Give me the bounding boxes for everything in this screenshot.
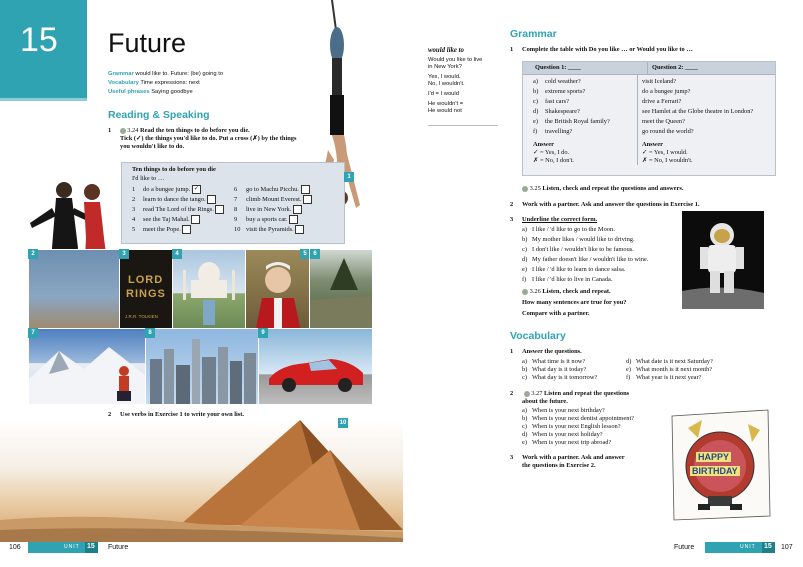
item-letter: c) (522, 246, 527, 253)
item-number: 1 (132, 185, 136, 193)
vocabulary-heading: Vocabulary (510, 330, 566, 342)
answer-yes: ✓ = Yes, I do. (533, 149, 570, 156)
item-letter: b) (522, 415, 528, 422)
item-letter: d) (522, 431, 528, 438)
left-footer-unit-label: UNIT (64, 544, 80, 550)
item-letter: c) (522, 423, 527, 430)
exercise-item (522, 366, 626, 374)
vocab-label: Vocabulary (108, 80, 139, 86)
exercise-item (626, 366, 713, 374)
box-subtitle: I'd like to … (132, 175, 165, 182)
photo-badge-9: 9 (258, 328, 268, 338)
item-text: I like / 'd like to go to the Moon. (532, 226, 615, 233)
audio-text: Listen, check and repeat the questions and answers. (542, 185, 684, 192)
card-happy: HAPPY (698, 452, 730, 462)
table-body (523, 75, 775, 165)
item-text: What time is it now? (532, 358, 586, 365)
item-text: live in New York. (246, 205, 292, 213)
book-title-lord: LORD (128, 274, 164, 286)
list-item (234, 215, 342, 225)
row-q1: travelling? (545, 128, 573, 135)
exercise-1-line2: Tick (✓) the things you'd like to do. Put a cross (✗) by the things (120, 135, 297, 142)
list-item (132, 185, 240, 195)
answer-no: ✗ = No, I don't. (533, 157, 574, 164)
astronaut-image (682, 211, 764, 309)
everest-climber-image (28, 328, 146, 405)
new-york-skyline (146, 329, 258, 404)
audio-track: 3.24 (127, 127, 139, 134)
exercise-item (522, 407, 670, 415)
exercise-number: 1 (108, 127, 112, 134)
sidebar-divider (428, 125, 498, 126)
item-letter: d) (626, 358, 632, 365)
item-text: go to Machu Picchu. (246, 185, 299, 193)
item-number: 9 (234, 215, 238, 223)
exercise-3-audio (522, 288, 690, 296)
exercise-item (626, 358, 713, 366)
sidebar-line: He wouldn't = (428, 101, 464, 107)
exercise-number: 3 (510, 454, 514, 461)
vocab-1-heading: Answer the questions. (522, 348, 582, 355)
exercise-item (522, 358, 626, 366)
everest-drawing (29, 329, 145, 404)
exercise-number: 1 (510, 46, 514, 53)
exercise-3-question: How many sentences are true for you? (522, 299, 627, 306)
item-text: When is your next holiday? (532, 431, 603, 438)
photo-badge-2: 2 (28, 249, 38, 259)
answer-yes: ✓ = Yes, I would. (642, 149, 688, 156)
checkbox[interactable] (182, 225, 191, 234)
item-number: 10 (234, 225, 241, 233)
table-col-q2 (638, 75, 753, 165)
item-letter: b) (522, 366, 528, 373)
row-q1: cold weather? (545, 78, 581, 85)
checkbox[interactable]: ✓ (193, 186, 199, 192)
checkbox[interactable] (293, 205, 302, 214)
right-footer-unit-number: 15 (764, 543, 772, 550)
vocab-1-right-column (626, 358, 713, 382)
sports-car-image (258, 328, 373, 405)
item-text: visit the Pyramids. (246, 225, 294, 233)
book-author: J.R.R. TOLKIEN (125, 314, 158, 319)
table-cell: meet the Queen? (642, 118, 685, 125)
answer-label: Answer (642, 141, 663, 148)
item-number: 3 (132, 205, 136, 213)
item-text: see the Taj Mahal. (143, 215, 190, 223)
item-text: buy a sports car. (246, 215, 288, 223)
grammar-exercise-1-text: Complete the table with Do you like … or Would you like to … (522, 46, 693, 53)
audio-icon[interactable] (522, 289, 528, 295)
grammar-text: would like to. Future: (be) going to (135, 71, 224, 77)
exercise-number: 1 (510, 348, 514, 355)
vocab-exercise-3 (510, 454, 670, 470)
exercise-item (522, 374, 626, 382)
table-cell: drive a Ferrari? (642, 98, 682, 105)
exercise-item (626, 374, 713, 382)
photo-badge-5: 5 (300, 249, 310, 259)
table-cell: see Hamlet at the Globe theatre in London? (642, 108, 754, 115)
card-birthday: BIRTHDAY (692, 466, 738, 476)
exercise-item (522, 439, 670, 447)
exercise-1-line3: you wouldn't like to do. (120, 143, 185, 150)
photo-badge-7: 7 (28, 328, 38, 338)
right-footer-unit-label: UNIT (740, 544, 756, 550)
exercise-item (522, 276, 690, 286)
taj-mahal-image (172, 249, 246, 329)
left-footer-page-number: 106 (9, 544, 21, 551)
exercise-item (522, 266, 690, 276)
item-text: do a bungee jump. (143, 185, 191, 193)
grammar-label: Grammar (108, 71, 134, 77)
photo-badge-10: 10 (339, 420, 347, 426)
birthday-card-image (668, 408, 773, 523)
left-footer-title: Future (108, 544, 129, 551)
item-letter: f) (626, 374, 631, 381)
pyramids-drawing (0, 420, 403, 542)
item-text: I don't like / wouldn't like to be famous. (532, 246, 634, 253)
unit-block-shadow (0, 98, 87, 101)
unit-number: 15 (20, 21, 58, 59)
audio-icon[interactable] (524, 391, 530, 397)
red-car-drawing (259, 329, 372, 404)
vocab-exercise-1 (510, 348, 780, 382)
audio-track: 3.27 (531, 390, 543, 397)
phrases-label: Useful phrases (108, 89, 150, 95)
exercise-item (522, 226, 690, 236)
sidebar-line: in New York? (428, 64, 462, 70)
grammar-heading: Grammar (510, 28, 557, 40)
exercise-item (522, 236, 690, 246)
list-item (234, 195, 342, 205)
item-text: I like / 'd like to live in Canada. (532, 276, 613, 283)
item-text: climb Mount Everest. (246, 195, 302, 203)
sidebar-line: He would not (428, 108, 462, 114)
exercise-number: 2 (108, 411, 112, 418)
audio-text: Listen, check and repeat. (542, 288, 611, 295)
exercise-number: 3 (510, 216, 514, 223)
item-letter: e) (522, 266, 527, 273)
table-header-q1: Question 1: ____ (523, 62, 648, 74)
item-letter: e) (626, 366, 631, 373)
item-text: When is your next dentist appointment? (532, 415, 635, 422)
sidebar-title: would like to (428, 47, 464, 54)
sidebar-line: Yes, I would. (428, 74, 461, 80)
list-item (234, 205, 342, 215)
photo-badge-8: 8 (145, 328, 155, 338)
right-footer-title: Future (674, 544, 695, 551)
table-row (533, 98, 637, 108)
audio-track: 3.25 (529, 185, 541, 192)
left-footer-unit-number: 15 (87, 543, 95, 550)
reading-speaking-heading: Reading & Speaking (108, 109, 210, 121)
unit-intro (108, 71, 328, 96)
photo-badge-6: 6 (310, 249, 320, 259)
item-letter: a) (522, 226, 527, 233)
row-q1: the British Royal family? (545, 118, 610, 125)
grammar-exercise-1 (510, 46, 770, 54)
would-like-to-sidebar (428, 47, 500, 115)
exercise-item (522, 246, 690, 256)
list-item (234, 185, 342, 195)
table-cell: go round the world? (642, 128, 694, 135)
sidebar-line: No, I wouldn't. (428, 81, 465, 87)
exercise-1-line1: Read the ten things to do before you die. (140, 127, 250, 134)
item-text: learn to dance the tango. (143, 195, 206, 203)
right-footer-page-number: 107 (781, 544, 793, 551)
checkbox[interactable] (207, 195, 216, 204)
item-text: My father doesn't like / wouldn't like to wine. (532, 256, 649, 263)
item-text: When is your next birthday? (532, 407, 605, 414)
vocab-exercise-2 (510, 390, 670, 447)
new-york-image (145, 328, 259, 405)
box-title: Ten things to do before you die (132, 166, 216, 173)
answer-no: ✗ = No, I wouldn't. (642, 157, 693, 164)
grammar-audio-325 (522, 185, 683, 193)
vocab-3-line1: Work with a partner. Ask and answer (522, 454, 625, 461)
item-text: What year is it next year? (636, 374, 702, 381)
audio-track: 3.26 (529, 288, 541, 295)
row-letter: e) (533, 118, 538, 125)
exercise-item (522, 256, 690, 266)
item-number: 8 (234, 205, 238, 213)
photo-badge-1: 1 (344, 172, 354, 182)
box-list-left (132, 185, 240, 235)
table-cell: do a bungee jump? (642, 88, 691, 95)
item-number: 7 (234, 195, 238, 203)
checkbox[interactable] (303, 195, 312, 204)
row-letter: a) (533, 78, 538, 85)
item-number: 5 (132, 225, 136, 233)
photo-badge-4: 4 (172, 249, 182, 259)
item-text: What day is it today? (532, 366, 587, 373)
item-number: 6 (234, 185, 238, 193)
row-letter: d) (533, 108, 539, 115)
row-q1: Shakespeare? (545, 108, 580, 115)
row-letter: f) (533, 128, 538, 135)
table-header-q2: Question 2: ____ (652, 64, 698, 71)
vocab-2-line2: about the future. (522, 398, 568, 405)
pope-drawing (246, 250, 309, 328)
table-row (533, 118, 637, 128)
checkbox[interactable] (301, 185, 310, 194)
item-text: I like / 'd like to learn to dance salsa. (532, 266, 626, 273)
sidebar-line: I'd = I would (428, 91, 459, 97)
phrases-text: Saying goodbye (151, 89, 193, 95)
table-row (533, 88, 637, 98)
item-text: What day is it tomorrow? (532, 374, 598, 381)
item-text: meet the Pope. (143, 225, 181, 233)
taj-mahal-drawing (173, 250, 245, 328)
pope-image (245, 249, 310, 329)
machu-picchu-image (309, 249, 373, 329)
checkbox[interactable] (215, 205, 224, 214)
checkbox[interactable] (191, 215, 200, 224)
item-text: What month is it next month? (636, 366, 713, 373)
photo-badge-3: 3 (119, 249, 129, 259)
answer-label: Answer (533, 141, 554, 148)
grammar-exercise-3 (510, 216, 690, 318)
item-number: 4 (132, 215, 136, 223)
table-row (533, 108, 637, 118)
row-letter: c) (533, 98, 538, 105)
grammar-exercise-2-text: Work with a partner. Ask and answer the questions in Exercise 1. (522, 201, 700, 208)
grammar-exercise-2 (510, 201, 700, 209)
grammar-table (522, 61, 776, 176)
sidebar-line: Would you like to live (428, 57, 483, 63)
audio-icon[interactable] (522, 186, 528, 192)
item-letter: d) (522, 256, 528, 263)
astronaut-drawing (682, 211, 764, 309)
table-header (523, 62, 775, 75)
book-title-rings: RINGS (126, 288, 166, 300)
item-text: My mother likes / would like to driving. (532, 236, 635, 243)
checkbox[interactable] (295, 225, 304, 234)
vocab-2-line1: Listen and repeat the questions (544, 390, 630, 397)
exercise-2-line1: Use verbs in Exercise 1 to write your own list. (120, 411, 245, 418)
exercise-number: 2 (510, 390, 514, 397)
exercise-item (522, 423, 670, 431)
item-letter: f) (522, 276, 527, 283)
list-item (234, 225, 342, 235)
table-col-q1 (523, 75, 638, 165)
unit-title: Future (108, 28, 187, 58)
exercise-number: 2 (510, 201, 514, 208)
vocab-text: Time expressions: next (140, 80, 200, 86)
item-text: read The Lord of the Rings. (143, 205, 214, 213)
table-row (533, 78, 637, 88)
audio-icon[interactable] (120, 128, 126, 134)
exercise-item (522, 431, 670, 439)
item-text: What date is it next Saturday? (636, 358, 713, 365)
unit-number-block (0, 0, 87, 98)
item-letter: b) (522, 236, 528, 243)
list-item (132, 215, 240, 225)
item-letter: a) (522, 358, 527, 365)
pyramids-image (0, 420, 403, 542)
row-letter: b) (533, 88, 539, 95)
checkbox[interactable] (289, 215, 298, 224)
list-item (132, 225, 240, 235)
item-letter: c) (522, 374, 527, 381)
list-item (132, 205, 240, 215)
machu-picchu-drawing (310, 250, 372, 328)
item-text: When is your next trip abroad? (532, 439, 612, 446)
book-cover-image (119, 249, 173, 329)
table-cell: visit Iceland? (642, 78, 677, 85)
photo-2-placeholder (28, 249, 120, 329)
row-q1: fast cars? (545, 98, 569, 105)
item-letter: a) (522, 407, 527, 414)
exercise-item (522, 415, 670, 423)
table-row (533, 128, 637, 138)
vocab-3-line2: the questions in Exercise 2. (522, 462, 596, 469)
item-text: When is your next English lesson? (532, 423, 621, 430)
box-list-right (234, 185, 342, 235)
exercise-3-heading: Underline the correct form. (522, 216, 598, 223)
exercise-3-compare: Compare with a partner. (522, 310, 590, 317)
list-item (132, 195, 240, 205)
item-letter: e) (522, 439, 527, 446)
row-q1: extreme sports? (545, 88, 586, 95)
item-number: 2 (132, 195, 136, 203)
vocab-1-left-column (522, 358, 626, 382)
